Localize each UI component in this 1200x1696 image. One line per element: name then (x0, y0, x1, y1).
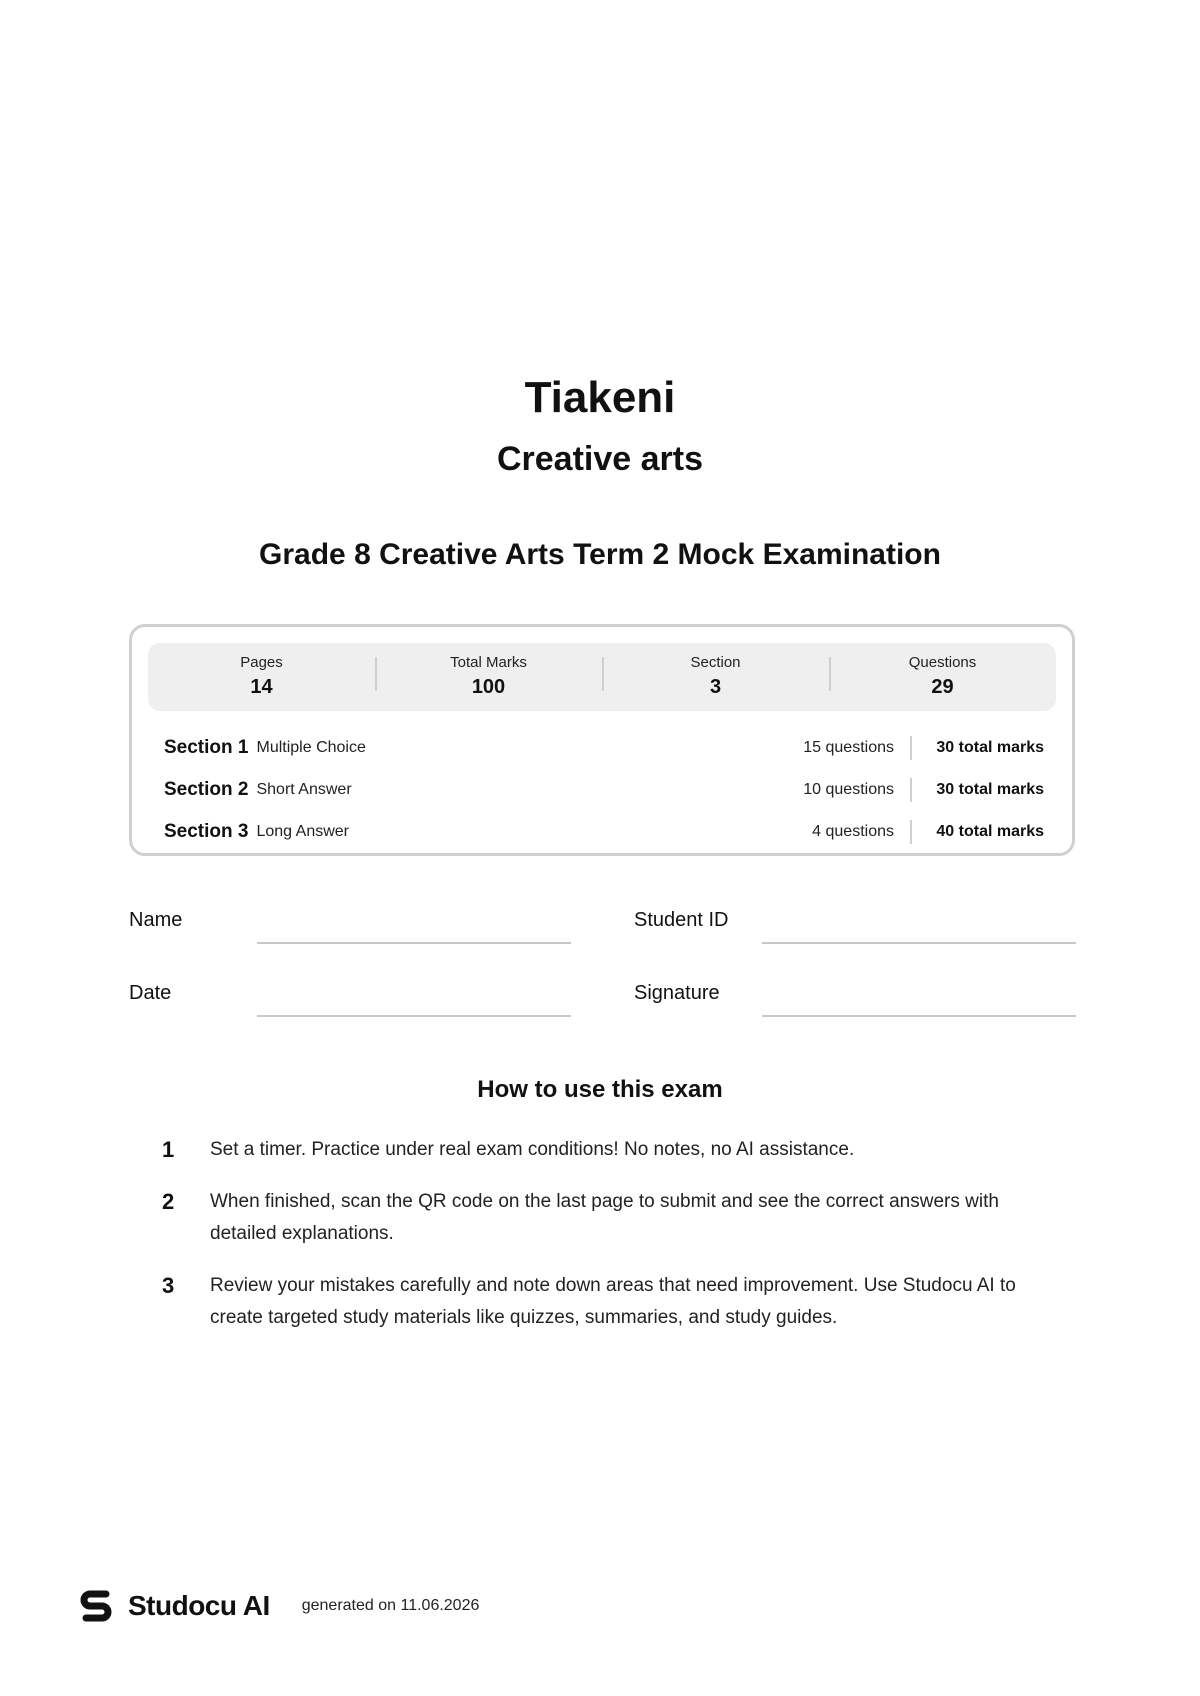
footer (78, 1584, 479, 1628)
date-field (129, 979, 571, 1019)
section-row (164, 769, 1044, 811)
studocu-logo-icon (78, 1588, 114, 1624)
signature-field (634, 979, 1076, 1019)
section-marks: 30 total marks (936, 781, 1044, 798)
how-to-title: How to use this exam (477, 1076, 723, 1103)
student-id-label: Student ID (634, 909, 729, 931)
step-text: When finished, scan the QR code on the last page to submit and see the correct answers with detailed explanations. (210, 1191, 999, 1244)
step-text: Review your mistakes carefully and note down areas that need improvement. Use Studocu AI to create targeted study materials like quizzes, summaries, and study guides. (210, 1275, 1016, 1328)
section-name: Section 2 (164, 779, 249, 800)
brand-name: Studocu AI (128, 1590, 270, 1621)
stat-value: 14 (250, 676, 273, 698)
date-input-line[interactable] (257, 1015, 571, 1017)
sections-list (164, 727, 1044, 853)
step-number: 3 (162, 1273, 175, 1298)
stat-questions (829, 653, 1056, 701)
stat-value: 100 (471, 676, 506, 698)
section-question-count: 10 questions (803, 781, 894, 798)
section-row (164, 727, 1044, 769)
section-question-count: 4 questions (812, 823, 894, 840)
section-row (164, 811, 1044, 853)
stat-label: Section (690, 654, 741, 671)
step-number: 2 (162, 1189, 175, 1214)
section-marks: 40 total marks (936, 823, 1044, 840)
subject-name: Creative arts (496, 440, 703, 478)
list-item (162, 1186, 1062, 1250)
section-name: Section 3 (164, 821, 249, 842)
stat-label: Pages (240, 654, 283, 671)
section-type: Long Answer (256, 823, 349, 840)
name-input-line[interactable] (257, 942, 571, 944)
stat-sections (602, 653, 829, 701)
section-type: Short Answer (256, 781, 352, 798)
list-item (162, 1270, 1062, 1334)
name-label: Name (129, 909, 183, 931)
section-name: Section 1 (164, 737, 249, 758)
signature-input-line[interactable] (762, 1015, 1076, 1017)
stat-pages (148, 653, 375, 701)
exam-summary-card (129, 624, 1075, 856)
date-label: Date (129, 982, 172, 1004)
stat-value: 3 (709, 676, 722, 698)
how-to-steps (162, 1134, 1062, 1354)
section-marks: 30 total marks (936, 739, 1044, 756)
stats-bar (148, 643, 1056, 711)
stat-label: Questions (908, 654, 977, 671)
step-number: 1 (162, 1137, 175, 1162)
list-item (162, 1134, 1062, 1166)
exam-title: Grade 8 Creative Arts Term 2 Mock Examination (259, 538, 941, 571)
stat-value: 29 (931, 676, 954, 698)
generated-date: generated on 11.06.2026 (301, 1597, 480, 1614)
signature-label: Signature (634, 982, 720, 1004)
stat-label: Total Marks (450, 654, 527, 671)
name-field (129, 906, 571, 946)
student-id-field (634, 906, 1076, 946)
section-type: Multiple Choice (256, 739, 366, 756)
student-id-input-line[interactable] (762, 942, 1076, 944)
section-question-count: 15 questions (803, 739, 894, 756)
school-name: Tiakeni (524, 373, 676, 422)
stat-total-marks (375, 653, 602, 701)
step-text: Set a timer. Practice under real exam conditions! No notes, no AI assistance. (210, 1139, 855, 1160)
